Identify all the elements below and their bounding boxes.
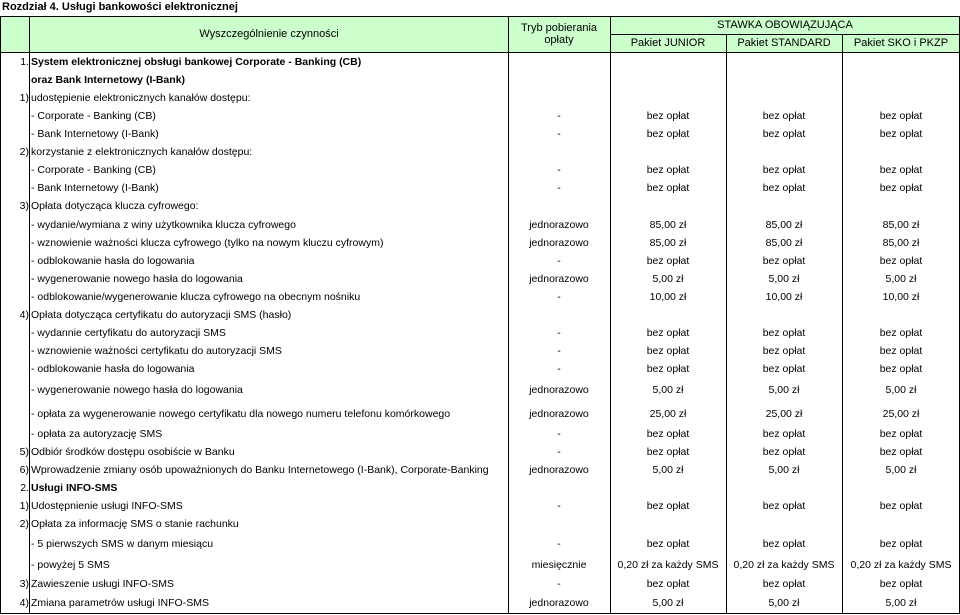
row-fee-sko: 85,00 zł xyxy=(882,219,920,231)
table-row xyxy=(0,497,960,515)
row-fee-junior: 5,00 zł xyxy=(652,464,684,476)
row-fee-standard: bez opłat xyxy=(762,182,806,194)
table-row xyxy=(0,306,960,324)
row-fee-sko: bez opłat xyxy=(879,164,923,176)
header-description: Wyszczególnienie czynności xyxy=(199,28,339,40)
row-number: 5) xyxy=(19,446,29,458)
row-number: 2. xyxy=(20,482,29,494)
row-fee-standard: bez opłat xyxy=(762,345,806,357)
row-fee-junior: bez opłat xyxy=(646,578,690,590)
row-charge-mode: - xyxy=(557,182,561,194)
grid-line xyxy=(0,16,960,17)
table-row xyxy=(0,575,960,594)
row-description: Wprowadzenie zmiany osób upoważnionych do Banku Internetowego (I-Bank), Corporate-Banking xyxy=(31,464,489,476)
row-fee-standard: 0,20 zł za każdy SMS xyxy=(733,559,835,571)
table-row xyxy=(0,360,960,378)
row-description: Opłata dotycząca certyfikatu do autoryzacji SMS (hasło) xyxy=(31,309,292,321)
row-fee-standard: bez opłat xyxy=(762,500,806,512)
row-fee-junior: bez opłat xyxy=(646,428,690,440)
row-fee-sko: bez opłat xyxy=(879,255,923,267)
row-fee-sko: bez opłat xyxy=(879,327,923,339)
table-row xyxy=(0,324,960,342)
row-fee-sko: 85,00 zł xyxy=(882,237,920,249)
row-description: - Corporate - Banking (CB) xyxy=(31,110,156,122)
row-description: - Corporate - Banking (CB) xyxy=(31,164,156,176)
row-fee-junior: bez opłat xyxy=(646,110,690,122)
table-row xyxy=(0,342,960,360)
table-row xyxy=(0,403,960,425)
row-description: - wydanie/wymiana z winy użytkownika klucza cyfrowego xyxy=(31,219,296,231)
row-charge-mode: - xyxy=(557,446,561,458)
row-fee-junior: bez opłat xyxy=(646,345,690,357)
row-fee-standard: 85,00 zł xyxy=(765,219,803,231)
row-fee-sko: 0,20 zł za każdy SMS xyxy=(850,559,952,571)
row-number: 6) xyxy=(19,464,29,476)
row-fee-sko: 10,00 zł xyxy=(882,291,920,303)
row-number: 1. xyxy=(20,56,29,68)
row-description: Udostępnienie usługi INFO-SMS xyxy=(31,500,183,512)
row-description: System elektronicznej obsługi bankowej Corporate - Banking (CB) xyxy=(31,56,362,68)
header-package-sko: Pakiet SKO i PKZP xyxy=(853,37,949,49)
row-charge-mode: - xyxy=(557,291,561,303)
row-charge-mode: jednorazowo xyxy=(529,408,589,420)
row-fee-sko: bez opłat xyxy=(879,578,923,590)
row-charge-mode: - xyxy=(557,164,561,176)
table-row xyxy=(0,252,960,270)
row-charge-mode: - xyxy=(557,428,561,440)
row-fee-sko: bez opłat xyxy=(879,538,923,550)
row-fee-junior: 25,00 zł xyxy=(649,408,687,420)
row-charge-mode: - xyxy=(557,327,561,339)
row-fee-standard: bez opłat xyxy=(762,128,806,140)
header-rate: STAWKA OBOWIĄZUJĄCA xyxy=(717,19,853,31)
row-fee-sko: bez opłat xyxy=(879,500,923,512)
row-fee-sko: 5,00 zł xyxy=(885,273,917,285)
row-fee-standard: bez opłat xyxy=(762,446,806,458)
row-charge-mode: - xyxy=(557,128,561,140)
row-fee-junior: 0,20 zł za każdy SMS xyxy=(617,559,719,571)
table-row xyxy=(0,197,960,216)
row-charge-mode: jednorazowo xyxy=(529,597,589,609)
row-fee-standard: 5,00 zł xyxy=(768,384,800,396)
row-charge-mode: miesięcznie xyxy=(531,559,587,571)
row-number: 3) xyxy=(19,200,29,212)
row-description: - opłata za wygenerowanie nowego certyfikatu dla nowego numeru telefonu komórkowego xyxy=(31,408,451,420)
row-fee-standard: bez opłat xyxy=(762,255,806,267)
table-row xyxy=(0,107,960,125)
row-charge-mode: - xyxy=(557,110,561,122)
row-description: - wznowienie ważności certyfikatu do autoryzacji SMS xyxy=(31,345,282,357)
grid-line xyxy=(0,613,960,614)
table-row xyxy=(0,556,960,575)
row-description: - odblokowanie hasła do logowania xyxy=(31,363,195,375)
row-fee-standard: bez opłat xyxy=(762,538,806,550)
row-fee-sko: 5,00 zł xyxy=(885,597,917,609)
row-fee-sko: bez opłat xyxy=(879,363,923,375)
row-charge-mode: - xyxy=(557,578,561,590)
row-fee-standard: bez opłat xyxy=(762,164,806,176)
table-row xyxy=(0,533,960,556)
row-description: korzystanie z elektronicznych kanałów dostępu: xyxy=(31,146,253,158)
row-fee-standard: bez opłat xyxy=(762,578,806,590)
table-row xyxy=(0,425,960,443)
row-number: 1) xyxy=(19,92,29,104)
row-description: Zmiana parametrów usługi INFO-SMS xyxy=(31,597,209,609)
row-fee-standard: 10,00 zł xyxy=(765,291,803,303)
row-description: - odblokowanie hasła do logowania xyxy=(31,255,195,267)
row-fee-standard: bez opłat xyxy=(762,327,806,339)
header-charge-mode: Tryb pobierania opłaty xyxy=(520,22,598,46)
row-fee-junior: 5,00 zł xyxy=(652,273,684,285)
table-row xyxy=(0,479,960,497)
row-fee-junior: bez opłat xyxy=(646,446,690,458)
row-description: - odblokowanie/wygenerowanie klucza cyfrowego na obecnym nośniku xyxy=(31,291,361,303)
row-charge-mode: - xyxy=(557,500,561,512)
table-row xyxy=(0,270,960,288)
row-description: - Bank Internetowy (I-Bank) xyxy=(31,128,159,140)
table-row xyxy=(0,71,960,89)
row-fee-junior: bez opłat xyxy=(646,327,690,339)
row-description: udostępienie elektronicznych kanałów dostępu: xyxy=(31,92,251,104)
table-row xyxy=(0,515,960,533)
row-fee-standard: 5,00 zł xyxy=(768,273,800,285)
table-row xyxy=(0,234,960,252)
row-description: - wygenerowanie nowego hasła do logowania xyxy=(31,384,243,396)
table-row xyxy=(0,125,960,143)
row-fee-standard: bez opłat xyxy=(762,428,806,440)
row-fee-junior: 5,00 zł xyxy=(652,597,684,609)
row-description: - wydannie certyfikatu do autoryzacji SMS xyxy=(31,327,226,339)
row-fee-standard: 25,00 zł xyxy=(765,408,803,420)
row-fee-junior: bez opłat xyxy=(646,363,690,375)
row-number: 4) xyxy=(19,597,29,609)
row-description: oraz Bank Internetowy (I-Bank) xyxy=(31,74,186,86)
table-row xyxy=(0,179,960,197)
table-row xyxy=(0,378,960,403)
table-row xyxy=(0,288,960,306)
row-fee-sko: 5,00 zł xyxy=(885,464,917,476)
row-description: - 5 pierwszych SMS w danym miesiącu xyxy=(31,538,214,550)
header-package-junior: Pakiet JUNIOR xyxy=(630,37,706,49)
row-fee-sko: bez opłat xyxy=(879,182,923,194)
row-fee-sko: 5,00 zł xyxy=(885,384,917,396)
row-description: Odbiór środków dostępu osobiście w Banku xyxy=(31,446,235,458)
row-description: Usługi INFO-SMS xyxy=(31,482,118,494)
row-fee-standard: bez opłat xyxy=(762,110,806,122)
row-description: - opłata za autoryzację SMS xyxy=(31,428,163,440)
row-description: - wygenerowanie nowego hasła do logowania xyxy=(31,273,243,285)
row-fee-standard: 5,00 zł xyxy=(768,464,800,476)
row-fee-junior: bez opłat xyxy=(646,538,690,550)
row-fee-sko: bez opłat xyxy=(879,128,923,140)
row-fee-junior: bez opłat xyxy=(646,164,690,176)
row-description: - Bank Internetowy (I-Bank) xyxy=(31,182,159,194)
table-row xyxy=(0,594,960,613)
row-fee-junior: 85,00 zł xyxy=(649,219,687,231)
table-row xyxy=(0,461,960,479)
table-row xyxy=(0,143,960,161)
table-row xyxy=(0,161,960,179)
row-fee-junior: bez opłat xyxy=(646,182,690,194)
row-description: - wznowienie ważności klucza cyfrowego (tylko na nowym kluczu cyfrowym) xyxy=(31,237,384,249)
row-fee-standard: 5,00 zł xyxy=(768,597,800,609)
row-fee-standard: bez opłat xyxy=(762,363,806,375)
row-charge-mode: - xyxy=(557,255,561,267)
row-charge-mode: jednorazowo xyxy=(529,384,589,396)
row-fee-sko: bez opłat xyxy=(879,345,923,357)
row-description: Opłata dotycząca klucza cyfrowego: xyxy=(31,200,199,212)
row-fee-junior: 10,00 zł xyxy=(649,291,687,303)
row-fee-junior: bez opłat xyxy=(646,128,690,140)
row-charge-mode: jednorazowo xyxy=(529,237,589,249)
table-row xyxy=(0,53,960,71)
row-description: - powyżej 5 SMS xyxy=(31,559,110,571)
row-fee-sko: bez opłat xyxy=(879,428,923,440)
row-fee-sko: bez opłat xyxy=(879,110,923,122)
row-charge-mode: - xyxy=(557,345,561,357)
header-package-standard: Pakiet STANDARD xyxy=(737,37,831,49)
row-number: 2) xyxy=(19,518,29,530)
row-fee-junior: bez opłat xyxy=(646,255,690,267)
row-charge-mode: - xyxy=(557,538,561,550)
row-fee-junior: 85,00 zł xyxy=(649,237,687,249)
row-number: 1) xyxy=(19,500,29,512)
table-row xyxy=(0,216,960,234)
table-row xyxy=(0,89,960,107)
row-charge-mode: - xyxy=(557,363,561,375)
row-description: Zawieszenie usługi INFO-SMS xyxy=(31,578,174,590)
row-number: 2) xyxy=(19,146,29,158)
row-fee-sko: 25,00 zł xyxy=(882,408,920,420)
page-title: Rozdział 4. Usługi bankowości elektronicznej xyxy=(2,1,238,13)
row-fee-junior: 5,00 zł xyxy=(652,384,684,396)
row-number: 3) xyxy=(19,578,29,590)
row-charge-mode: jednorazowo xyxy=(529,464,589,476)
row-fee-standard: 85,00 zł xyxy=(765,237,803,249)
row-description: Opłata za informację SMS o stanie rachunku xyxy=(31,518,239,530)
row-number: 4) xyxy=(19,309,29,321)
row-fee-sko: bez opłat xyxy=(879,446,923,458)
table-row xyxy=(0,443,960,461)
row-charge-mode: jednorazowo xyxy=(529,219,589,231)
row-charge-mode: jednorazowo xyxy=(529,273,589,285)
row-fee-junior: bez opłat xyxy=(646,500,690,512)
grid-line xyxy=(610,34,960,35)
